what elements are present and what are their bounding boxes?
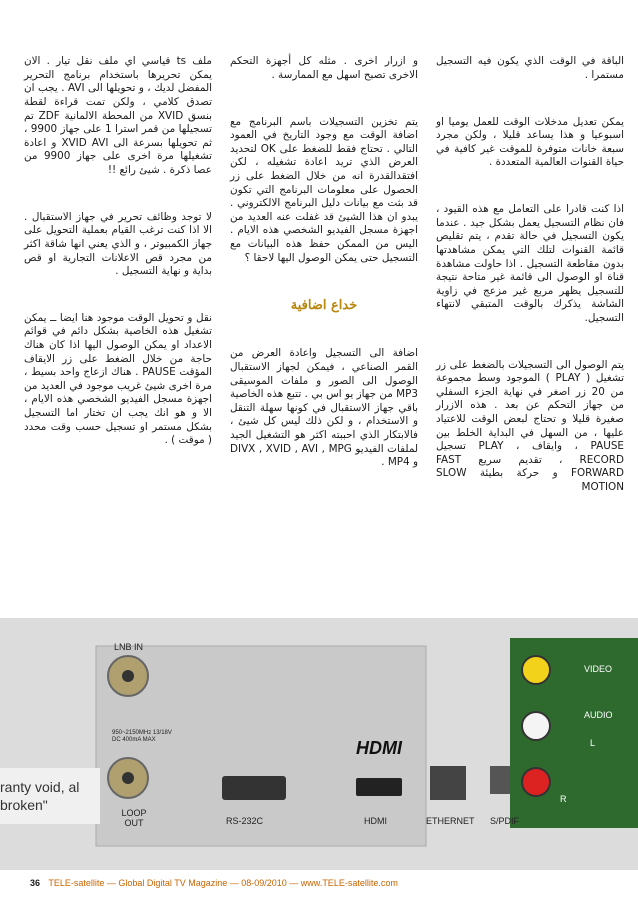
paragraph: اضافة الى التسجيل واعادة العرض من القمر الصناعي ، فيمكن لجهاز الاستقبال الوصول الى الصور و ملفات الموسيقى MP3 من جهاز يو اس بي . تتبع هذه الخاصية باقي جهاز الاستقبال في كونها سهلة التنقل و الاستخدام ، و لكن ذلك ليس كل شيئ ، فالابتكار الذي احببته اكثر هو التشغيل الجيد لملفات الفيديو DIVX , XVID , AVI , MPG و MP4 .: [226, 347, 418, 469]
page-number: 36: [30, 878, 41, 888]
receiver-rear-panel-photo: [0, 618, 638, 870]
paragraph: ملف ts قياسي اي ملف نقل تيار . الان يمكن تحريرها باستخدام برنامج التحرير المفضل لديك ، و تحويلها الى AVI . يجب ان تصدق كلامي ، ولكن تمت قراءة لقطة بنسق XVID من المحطة الالمانية ZDF تم تسجيلها من قمر استرا 1 على جهاز 9900 ، ثم تحويلها بسرعة الى XVID AVI و اعادة تشغيلها مرة اخرى على جهاز 9900 من عصا ذكرة . شيئ رائع !!: [20, 55, 212, 176]
article-body: [16, 28, 624, 556]
video-connector: [522, 656, 550, 684]
column-middle: [226, 28, 418, 497]
frequency-label: 950~2150MHz 13/18V DC 400mA MAX: [112, 730, 172, 743]
paragraph: و ازرار اخرى . مثله كل أجهزة التحكم الاخرى تصبح اسهل مع الممارسة .: [226, 55, 418, 81]
column-left: [20, 28, 212, 475]
page-footer: [30, 878, 398, 888]
warranty-sticker: ranty void, al broken": [0, 779, 80, 813]
hdmi-port: [356, 778, 402, 796]
audio-r-connector: [522, 768, 550, 796]
paragraph: الباقة في الوقت الذي يكون فيه التسجيل مستمرا .: [432, 55, 624, 81]
rs232c-label: RS-232C: [226, 816, 264, 826]
rear-panel-drawing: [0, 618, 638, 870]
paragraph: نقل و تحويل الوقت موجود هنا ايضا ــ يمكن تشغيل هذه الخاصية بشكل دائم في قوائم الاعداد او يمكن الوصول اليها اذا كان هناك حاجة من خلال الضغط على زر الايقاف المؤقت PAUSE . هناك ازعاج واحد بسيط ، مرة اخرى شيئ غريب موجود في العديد من اجهزة مسجل الفيديو الشخصي هذه الايام ، الا و هو انك يجب ان تختار اما التسجيل بشكل مستمر او تسجيل حسب وقت محدد ( موقت ) .: [20, 311, 212, 447]
paragraph: اذا كنت قادرا على التعامل مع هذه القيود ، فان نظام التسجيل يعمل بشكل جيد . عندما يكون التسجيل في حالة تقدم ، يتم تقليص قائمة القنوات لتلك التي يمكن مشاهدتها بدون مقاطعة التسجيل . اذا حاولت مشاهدة قناة او الوصول الى قائمة غير متاحة نتيجة للتسجيل يظهر مربع غير مزعج في زاوية الشاشة يذكرك بالوقت المتبقي لانتهاء التسجيل.: [432, 203, 624, 324]
footer-text: TELE-satellite — Global Digital TV Magazine — 08-09/2010 — www.TELE-satellite.com: [48, 878, 398, 888]
ethernet-label: ETHERNET: [426, 816, 475, 826]
paragraph: يتم تخزين التسجيلات باسم البرنامج مع اضافة الوقت مع وجود التاريخ في العمود التالي . تحتاج فقط للضغط على OK لتحديد العرض الذي تريد اعادة تشغيله ، لكن افتقدالقدرة انه من خلال الضغط على زر الحصول على معلومات البرنامج التي تكون قد بثت مع بيانات دليل البرنامج الالكتروني . يبدو ان هذا الشيئ قد غفلت عنه العديد من اجهزة مسجل الفيديو الشخصي هذه الايام . اليس من الممكن حفظ هذه البيانات مع التسجيل حتى يمكن الوصول اليها لاحقا ؟: [226, 115, 418, 264]
paragraph: لا توجد وظائف تحرير في جهاز الاستقبال . الا اذا كنت ترغب القيام بعملية التحويل على جهاز الكمبيوتر ، و الذي يعني انها شاقة اكثر من مجرد قص الاعلانات التجارية او قص بداية و نهاية التسجيل .: [20, 210, 212, 278]
audio-l-label: L: [590, 738, 596, 748]
lnb-in-label: LNB IN: [114, 642, 144, 652]
paragraph: يتم الوصول الى التسجيلات بالضغط على زر تشغيل ( PLAY ) الموجود وسط مجموعة من 20 زر اصغر في نهاية الجزء السفلي من جهاز التحكم عن بعد . هذه الازرار صغيرة قليلا و تحتاج لبعض الوقت للاعتياد عليها ، من السهل في البداية الخلط بين PAUSE ، وايقاف ، PLAY تسجيل RECORD ، تقديم سريع FAST FORWARD و حركة بطيئة SLOW MOTION: [432, 358, 624, 493]
spdif-label: S/PDIF: [490, 816, 520, 826]
audio-r-label: R: [560, 794, 567, 804]
ethernet-port: [430, 766, 466, 800]
hdmi-logo: HDMI: [356, 738, 402, 758]
audio-label: AUDIO: [584, 710, 613, 720]
audio-l-connector: [522, 712, 550, 740]
column-right: [432, 28, 624, 522]
section-subheading: خداع اضافية: [290, 298, 358, 314]
video-label: VIDEO: [584, 664, 613, 674]
hdmi-label: HDMI: [364, 816, 387, 826]
rs232c-port: [222, 776, 286, 800]
paragraph: يمكن تعديل مدخلات الوقت للعمل يوميا او اسبوعيا و هذا يساعد قليلا ، ولكن مجرد سبعة خانات متوفرة للموقت غير كافية في حياة القنوات العالمية المتعددة .: [432, 115, 624, 169]
loop-out-label: LOOP OUT: [121, 808, 147, 828]
